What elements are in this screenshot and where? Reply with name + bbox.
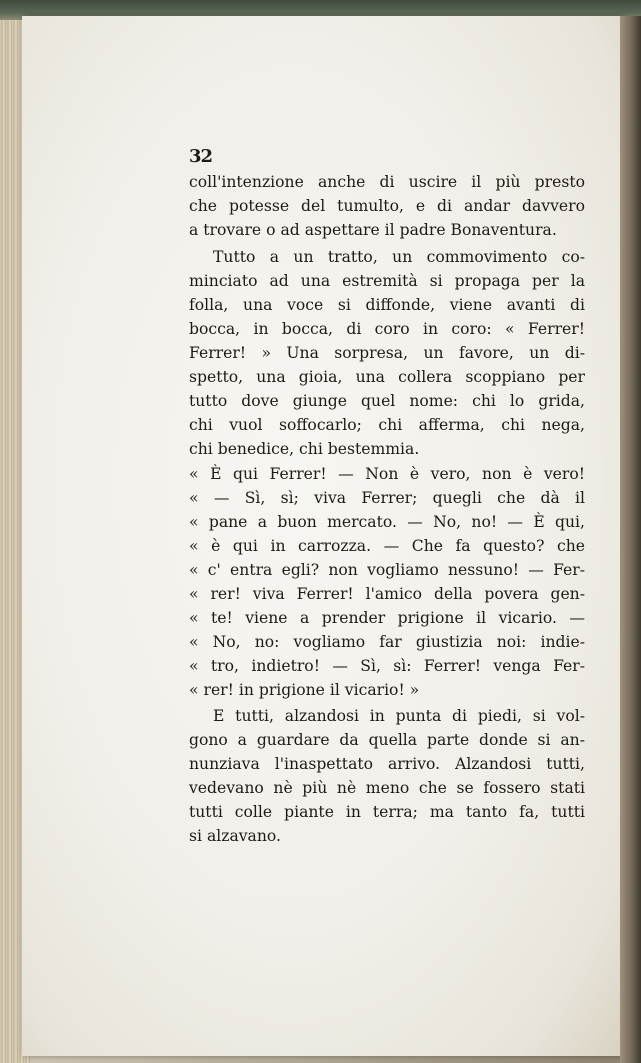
text-line: che potesse del tumulto, e di andar davvero [189, 197, 585, 215]
text-line: E tutti, alzandosi in punta di piedi, si vol- [213, 707, 585, 725]
text-line: gono a guardare da quella parte donde si an- [189, 731, 585, 749]
text-line: bocca, in bocca, di coro in coro: « Ferrer! [189, 320, 585, 338]
text-line: coll'intenzione anche di uscire il più presto [189, 173, 585, 191]
text-line: « è qui in carrozza. — Che fa questo? che [189, 537, 585, 555]
text-line: « te! viene a prender prigione il vicario. — [189, 609, 585, 627]
text-line: spetto, una gioia, una collera scoppiano per [189, 368, 585, 386]
text-line: « rer! in prigione il vicario! » [189, 681, 420, 699]
text-line: « rer! viva Ferrer! l'amico della povera gen- [189, 585, 585, 603]
text-line: nunziava l'inaspettato arrivo. Alzandosi tutti, [189, 755, 585, 773]
text-line: « No, no: vogliamo far giustizia noi: indie- [189, 633, 585, 651]
text-line: tutto dove giunge quel nome: chi lo grida, [189, 392, 585, 410]
text-line: « È qui Ferrer! — Non è vero, non è vero! [189, 465, 585, 483]
text-line: « c' entra egli? non vogliamo nessuno! — Fer- [189, 561, 585, 579]
page-number: 32 [189, 146, 213, 167]
text-line: si alzavano. [189, 827, 281, 845]
text-line: Tutto a un tratto, un commovimento co- [213, 248, 585, 266]
text-line: tutti colle piante in terra; ma tanto fa, tutti [189, 803, 585, 821]
text-line: « tro, indietro! — Sì, sì: Ferrer! venga Fer- [189, 657, 585, 675]
text-line: « — Sì, sì; viva Ferrer; quegli che dà il [189, 489, 585, 507]
text-line: a trovare o ad aspettare il padre Bonaventura. [189, 221, 557, 239]
text-line: Ferrer! » Una sorpresa, un favore, un di- [189, 344, 585, 362]
text-line: « pane a buon mercato. — No, no! — È qui, [189, 513, 585, 531]
text-line: minciato ad una estremità si propaga per la [189, 272, 585, 290]
text-line: vedevano nè più nè meno che se fossero stati [189, 779, 585, 797]
text-line: chi vuol soffocarlo; chi afferma, chi nega, [189, 416, 585, 434]
text-line: chi benedice, chi bestemmia. [189, 440, 420, 458]
binding-shadow [620, 16, 641, 1063]
text-line: folla, una voce si diffonde, viene avanti di [189, 296, 585, 314]
